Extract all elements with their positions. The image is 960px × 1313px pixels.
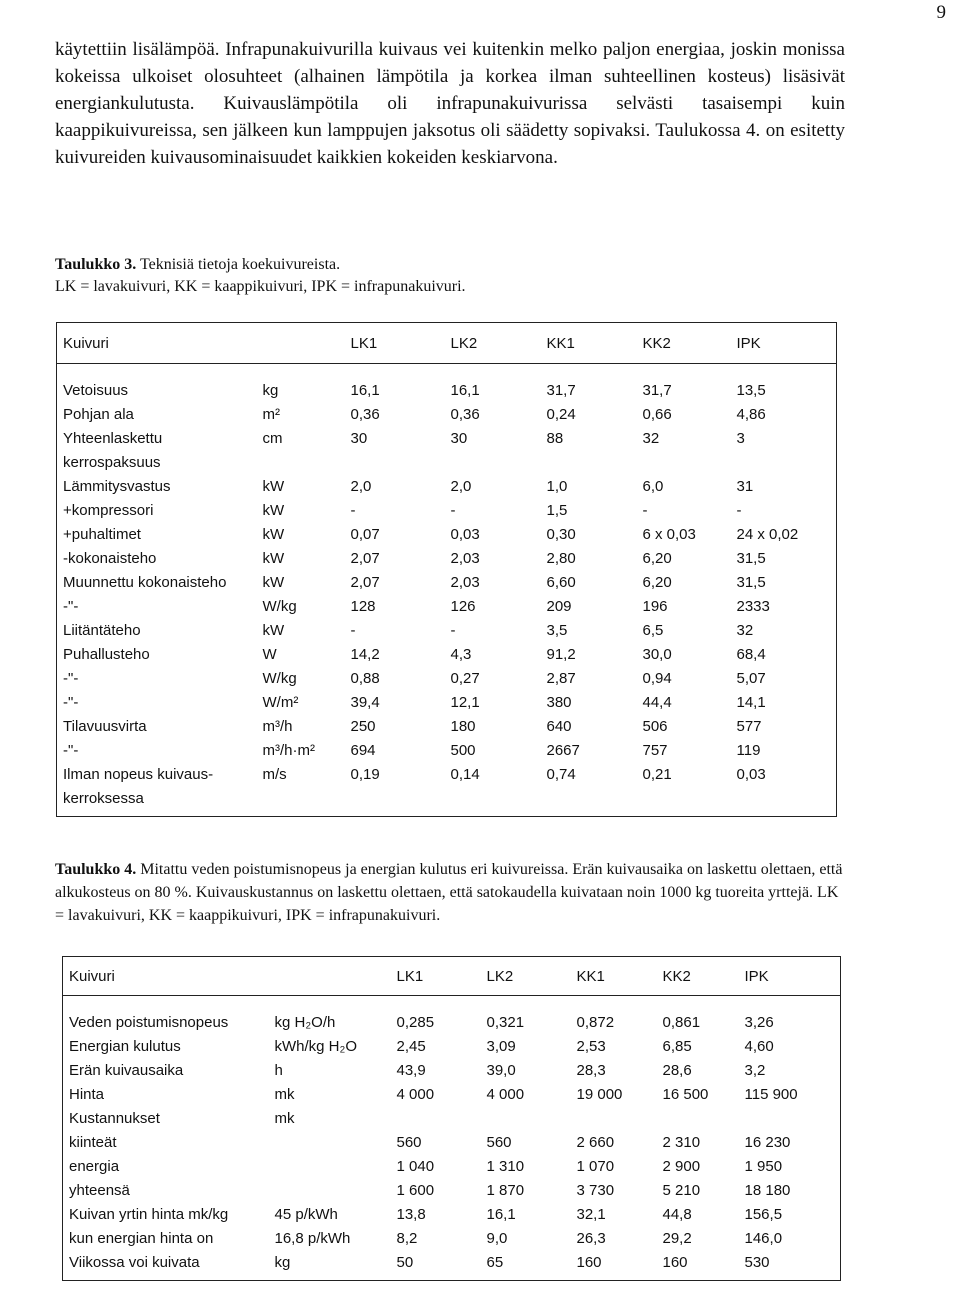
table-cell: 0,861: [662, 1013, 701, 1031]
table-cell: Yhteenlaskettu: [63, 429, 163, 447]
table3-header-cell: KK2: [637, 323, 731, 364]
table-cell: 0,19: [350, 765, 380, 783]
table3: [56, 322, 837, 817]
table-cell: 6,60: [546, 573, 576, 591]
table-cell: 91,2: [546, 645, 576, 663]
table-cell: [391, 1106, 481, 1130]
table-cell: 0,27: [450, 669, 480, 687]
table-cell: 4 000: [486, 1085, 525, 1103]
table-cell: Kuivan yrtin hinta mk/kg: [69, 1205, 229, 1223]
table-cell: 88: [546, 429, 564, 447]
table-cell: 115 900: [744, 1085, 798, 1103]
table-cell: Ilman nopeus kuivaus-: [63, 765, 214, 783]
table-cell: 0,285: [396, 1013, 435, 1031]
table-cell: yhteensä: [69, 1181, 130, 1199]
table-cell: 5,07: [736, 669, 766, 687]
table-cell: -"-: [63, 669, 79, 687]
table-cell: 128: [350, 597, 376, 615]
table-cell: [269, 1178, 391, 1202]
table-cell: m³/h·m²: [262, 741, 315, 759]
table-cell: 14,1: [736, 693, 766, 711]
table-cell: 30: [450, 429, 468, 447]
table4-caption-label: Taulukko 4.: [55, 861, 137, 878]
table-cell: 209: [546, 597, 572, 615]
table-cell: W: [262, 645, 277, 663]
table-cell: 19 000: [576, 1085, 623, 1103]
table-cell: 13,5: [736, 381, 766, 399]
table-row: [63, 996, 841, 1035]
table-cell: 32,1: [576, 1205, 606, 1223]
table-cell: 119: [736, 741, 761, 759]
table-row: [57, 450, 837, 474]
table-cell: 2,80: [546, 549, 576, 567]
table-cell: 1 950: [744, 1157, 783, 1175]
table-cell: 0,321: [486, 1013, 525, 1031]
table-row: [57, 402, 837, 426]
table-cell: 31,7: [546, 381, 576, 399]
table-cell: 0,36: [350, 405, 380, 423]
table-cell: 640: [546, 717, 572, 735]
table-cell: Hinta: [69, 1085, 105, 1103]
table-cell: kW: [262, 525, 285, 543]
table-cell: 16,1: [486, 1205, 516, 1223]
table-cell: kW: [262, 501, 285, 519]
table-cell: kWh/kg H₂O: [274, 1037, 357, 1055]
table-cell: 3,09: [486, 1037, 516, 1055]
table-cell: 6,85: [662, 1037, 692, 1055]
table-cell: kg H₂O/h: [274, 1013, 336, 1031]
table-cell: [657, 1106, 739, 1130]
table-cell: 2,45: [396, 1037, 426, 1055]
table-cell: 30,0: [642, 645, 672, 663]
table-cell: 31: [736, 477, 754, 495]
table-cell: 0,21: [642, 765, 672, 783]
table4-header-cell: KK1: [571, 957, 657, 996]
table-cell: [269, 1130, 391, 1154]
table-cell: Vetoisuus: [63, 381, 129, 399]
table3-header-cell: IPK: [731, 323, 837, 364]
table-cell: [739, 1106, 841, 1130]
table-cell: 16 230: [744, 1133, 791, 1151]
table-cell: [731, 786, 837, 817]
table-cell: 8,2: [396, 1229, 418, 1247]
table-cell: Veden poistumisnopeus: [69, 1013, 229, 1031]
table-cell: +puhaltimet: [63, 525, 141, 543]
table-cell: -: [642, 501, 648, 519]
table-cell: Puhallusteho: [63, 645, 150, 663]
table4-caption-text: Mitattu veden poistumisnopeus ja energian kulutus eri kuivureissa. Erän kuivausaika on laskettu olettaen, että alkukosteus on 80 %. Kuivauskustannus on laskettu olettaen, että satokaudella kuivataan noin 1000 kg tuoreita yrttejä. LK = lavakuivuri, KK = kaappikuivuri, IPK = infrapunakuivuri.: [55, 861, 843, 924]
table-cell: 3,2: [744, 1061, 766, 1079]
table-cell: 28,3: [576, 1061, 606, 1079]
table-row: [57, 618, 837, 642]
table-cell: [731, 450, 837, 474]
table-cell: 0,74: [546, 765, 576, 783]
table-cell: 16,8 p/kWh: [274, 1229, 351, 1247]
table-cell: h: [274, 1061, 283, 1079]
table4-header-cell: IPK: [739, 957, 841, 996]
table-row: [57, 474, 837, 498]
page-number: 9: [936, 2, 946, 23]
table-cell: [571, 1106, 657, 1130]
table-cell: 32: [642, 429, 660, 447]
table-row: [57, 762, 837, 786]
table-cell: 65: [486, 1253, 504, 1271]
table3-caption-line2: LK = lavakuivuri, KK = kaappikuivuri, IPK = infrapunakuivuri.: [55, 278, 466, 295]
table-cell: 560: [396, 1133, 422, 1151]
table-cell: kW: [262, 549, 285, 567]
table-row: [57, 666, 837, 690]
table-row: [63, 1226, 841, 1250]
table-cell: 1 870: [486, 1181, 525, 1199]
table-cell: 2,07: [350, 573, 380, 591]
intro-paragraph: käytettiin lisälämpöä. Infrapunakuivurilla kuivaus vei kuitenkin melko paljon energiaa, joskin monissa kokeissa ulkoiset olosuhteet (alhainen lämpötila ja korkea ilman suhteellinen kosteus) lisäsivät energiankulutusta. Kuivauslämpötila oli infrapunakuivurissa selvästi tasaisempi kuin kaappikuivureissa, sen jälkeen kun lamppujen jaksotus oli säädetty sopivaksi. Taulukossa 4. on esitetty kuivureiden kuivausominaisuudet kaikkien kokeiden keskiarvona.: [55, 39, 845, 168]
table-cell: Kustannukset: [69, 1109, 160, 1127]
table-cell: [637, 786, 731, 817]
table-cell: -"-: [63, 693, 79, 711]
table-cell: 30: [350, 429, 368, 447]
table-cell: 1 310: [486, 1157, 525, 1175]
table-cell: -: [350, 501, 356, 519]
table-cell: 6,20: [642, 549, 672, 567]
table-cell: kW: [262, 573, 285, 591]
table-cell: 2333: [736, 597, 770, 615]
table-cell: [637, 450, 731, 474]
table-cell: 68,4: [736, 645, 766, 663]
table4-header-cell: KK2: [657, 957, 739, 996]
table-cell: 24 x 0,02: [736, 525, 799, 543]
table-cell: 380: [546, 693, 572, 711]
table-cell: 16,1: [450, 381, 480, 399]
table4: [62, 956, 841, 1281]
table-cell: 160: [662, 1253, 688, 1271]
table-row: [63, 1154, 841, 1178]
table-cell: Pohjan ala: [63, 405, 134, 423]
table-cell: 0,03: [736, 765, 766, 783]
table-cell: kW: [262, 477, 285, 495]
table-cell: 160: [576, 1253, 602, 1271]
table-cell: m²: [262, 405, 280, 423]
table-cell: 32: [736, 621, 754, 639]
table-cell: kg: [274, 1253, 291, 1271]
table-cell: kiinteät: [69, 1133, 117, 1151]
table-cell: 9,0: [486, 1229, 508, 1247]
table-cell: 45 p/kWh: [274, 1205, 338, 1223]
table-row: [57, 642, 837, 666]
table-cell: 757: [642, 741, 668, 759]
table-row: [57, 738, 837, 762]
table-row: [57, 786, 837, 817]
table3-header-cell: [257, 323, 345, 364]
table-cell: [345, 786, 445, 817]
table-cell: 180: [450, 717, 476, 735]
table-cell: +kompressori: [63, 501, 154, 519]
table-cell: W/kg: [262, 669, 297, 687]
table-cell: 2,0: [450, 477, 472, 495]
table-cell: 16,1: [350, 381, 380, 399]
table-cell: kerrospaksuus: [63, 453, 161, 471]
table-cell: 2 660: [576, 1133, 615, 1151]
table4-body: [63, 996, 841, 1281]
table-cell: 29,2: [662, 1229, 692, 1247]
table-cell: [257, 450, 345, 474]
table-row: [57, 522, 837, 546]
table-cell: 6,5: [642, 621, 664, 639]
table-cell: 26,3: [576, 1229, 606, 1247]
table-cell: m³/h: [262, 717, 293, 735]
table-cell: 31,7: [642, 381, 672, 399]
table-cell: 156,5: [744, 1205, 783, 1223]
table-cell: 3,26: [744, 1013, 774, 1031]
table-cell: 6 x 0,03: [642, 525, 696, 543]
table-cell: 6,0: [642, 477, 664, 495]
table-cell: 44,8: [662, 1205, 692, 1223]
table-cell: 4,86: [736, 405, 766, 423]
table-row: [57, 690, 837, 714]
table-cell: 4,3: [450, 645, 472, 663]
table-cell: Tilavuusvirta: [63, 717, 147, 735]
table-cell: 50: [396, 1253, 414, 1271]
table-cell: -: [450, 621, 456, 639]
table-cell: 2,53: [576, 1037, 606, 1055]
table3-caption-label: Taulukko 3.: [55, 256, 137, 273]
table-cell: 0,36: [450, 405, 480, 423]
table-cell: [445, 450, 541, 474]
table-cell: 2667: [546, 741, 580, 759]
table4-header-cell: LK2: [481, 957, 571, 996]
table-cell: 500: [450, 741, 476, 759]
table-cell: -: [350, 621, 356, 639]
table-cell: kW: [262, 621, 285, 639]
table-cell: -"-: [63, 597, 79, 615]
table-cell: 5 210: [662, 1181, 701, 1199]
table-cell: 0,88: [350, 669, 380, 687]
table-cell: 2,07: [350, 549, 380, 567]
table-cell: 14,2: [350, 645, 380, 663]
table-cell: 2,87: [546, 669, 576, 687]
table-row: [57, 498, 837, 522]
table-cell: 12,1: [450, 693, 480, 711]
table-row: [63, 1178, 841, 1202]
table-cell: -kokonaisteho: [63, 549, 157, 567]
table-row: [57, 546, 837, 570]
table-cell: 3 730: [576, 1181, 615, 1199]
table-cell: 0,07: [350, 525, 380, 543]
table-cell: energia: [69, 1157, 120, 1175]
table-cell: 146,0: [744, 1229, 783, 1247]
table-row: [63, 1250, 841, 1281]
table-cell: 694: [350, 741, 376, 759]
table-cell: 1 040: [396, 1157, 435, 1175]
table-cell: -: [736, 501, 742, 519]
table4-header-cell: [269, 957, 391, 996]
table-cell: 506: [642, 717, 668, 735]
table4-header-cell: LK1: [391, 957, 481, 996]
table-cell: 4,60: [744, 1037, 774, 1055]
table-cell: 0,24: [546, 405, 576, 423]
table-cell: 577: [736, 717, 762, 735]
table3-header-cell: LK1: [345, 323, 445, 364]
table-row: [63, 1082, 841, 1106]
table-cell: 1,0: [546, 477, 568, 495]
table-cell: 1 070: [576, 1157, 615, 1175]
table-cell: Liitäntäteho: [63, 621, 141, 639]
table-cell: Energian kulutus: [69, 1037, 181, 1055]
table-cell: 39,4: [350, 693, 380, 711]
table-cell: 2 310: [662, 1133, 701, 1151]
table-cell: 0,03: [450, 525, 480, 543]
table-cell: 0,30: [546, 525, 576, 543]
table4-header-row: [63, 957, 841, 996]
table-row: [57, 570, 837, 594]
table-cell: 0,94: [642, 669, 672, 687]
table3-caption: [55, 254, 466, 298]
table-cell: 16 500: [662, 1085, 709, 1103]
table-cell: kerroksessa: [63, 789, 144, 807]
table-cell: 1,5: [546, 501, 568, 519]
table-cell: [445, 786, 541, 817]
table-cell: [269, 1154, 391, 1178]
table-cell: 28,6: [662, 1061, 692, 1079]
table-cell: [345, 450, 445, 474]
table-cell: -"-: [63, 741, 79, 759]
table-cell: 250: [350, 717, 376, 735]
table-row: [63, 1106, 841, 1130]
table-row: [57, 364, 837, 403]
table-cell: [257, 786, 345, 817]
table-cell: kun energian hinta on: [69, 1229, 214, 1247]
table-cell: Lämmitysvastus: [63, 477, 171, 495]
table-cell: 560: [486, 1133, 512, 1151]
table-cell: 196: [642, 597, 668, 615]
table-cell: 6,20: [642, 573, 672, 591]
table-cell: 2,03: [450, 549, 480, 567]
table-cell: 1 600: [396, 1181, 435, 1199]
table3-header-cell: KK1: [541, 323, 637, 364]
table-cell: cm: [262, 429, 283, 447]
table-cell: Viikossa voi kuivata: [69, 1253, 200, 1271]
table-cell: 3,5: [546, 621, 568, 639]
table-cell: Erän kuivausaika: [69, 1061, 184, 1079]
table4-caption: [55, 858, 845, 927]
table3-header-cell: Kuivuri: [57, 323, 257, 364]
table-cell: 2,03: [450, 573, 480, 591]
table-cell: 43,9: [396, 1061, 426, 1079]
table-cell: 2,0: [350, 477, 372, 495]
table3-caption-text: Teknisiä tietoja koekuivureista.: [139, 256, 341, 273]
table-cell: [481, 1106, 571, 1130]
table-row: [57, 426, 837, 450]
table-cell: kg: [262, 381, 279, 399]
table-cell: mk: [274, 1109, 295, 1127]
table-cell: 13,8: [396, 1205, 426, 1223]
table-cell: Muunnettu kokonaisteho: [63, 573, 227, 591]
table3-header-row: [57, 323, 837, 364]
table-row: [63, 1058, 841, 1082]
table-cell: 18 180: [744, 1181, 791, 1199]
table-cell: 31,5: [736, 573, 766, 591]
table-cell: 0,14: [450, 765, 480, 783]
table-cell: [541, 450, 637, 474]
table-cell: W/kg: [262, 597, 297, 615]
table-cell: 44,4: [642, 693, 672, 711]
table-row: [63, 1034, 841, 1058]
table-cell: 530: [744, 1253, 770, 1271]
table-cell: m/s: [262, 765, 287, 783]
table-cell: mk: [274, 1085, 295, 1103]
table-cell: [541, 786, 637, 817]
table-cell: 3: [736, 429, 745, 447]
table-row: [57, 594, 837, 618]
table-cell: 4 000: [396, 1085, 435, 1103]
table-cell: 39,0: [486, 1061, 516, 1079]
table3-body: [57, 364, 837, 817]
table4-header-cell: Kuivuri: [63, 957, 269, 996]
table-cell: 0,872: [576, 1013, 615, 1031]
table-cell: 0,66: [642, 405, 672, 423]
table-cell: 2 900: [662, 1157, 701, 1175]
table3-header-cell: LK2: [445, 323, 541, 364]
table-cell: 126: [450, 597, 476, 615]
table-row: [57, 714, 837, 738]
table-row: [63, 1130, 841, 1154]
table-cell: W/m²: [262, 693, 299, 711]
table-cell: -: [450, 501, 456, 519]
table-cell: 31,5: [736, 549, 766, 567]
table-row: [63, 1202, 841, 1226]
